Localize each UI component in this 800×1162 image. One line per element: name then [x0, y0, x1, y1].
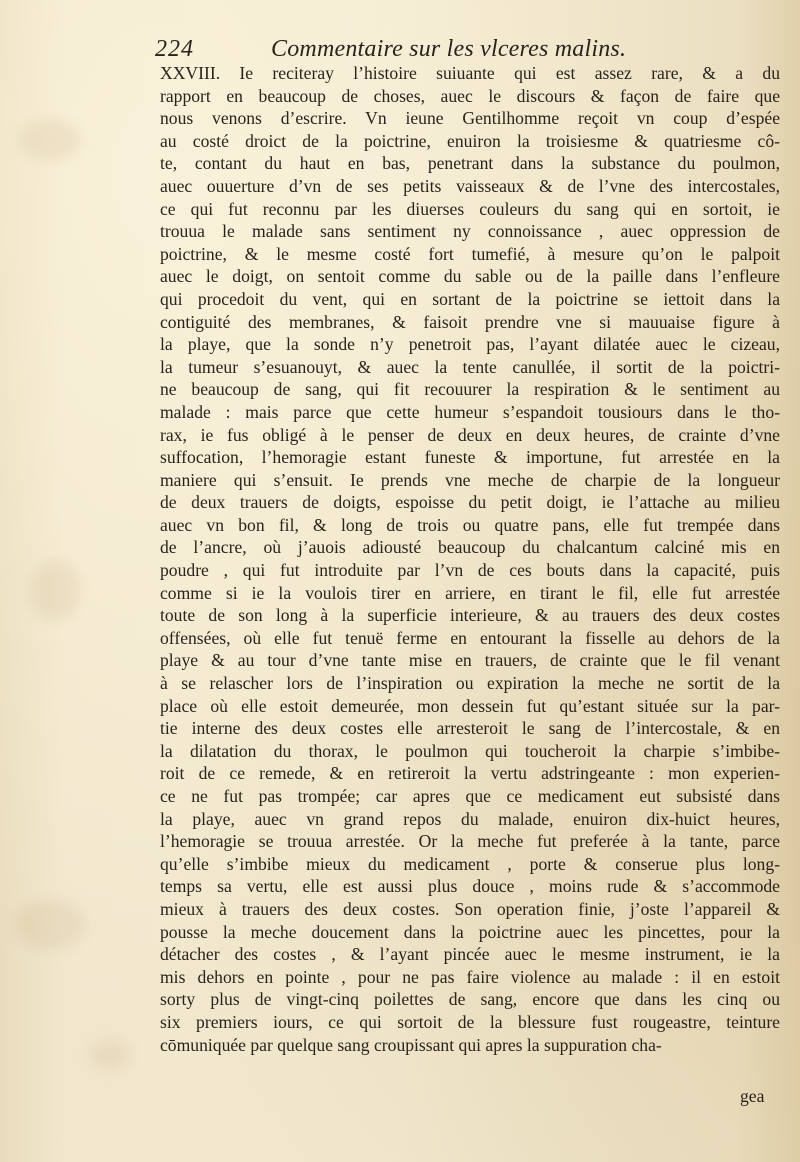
text-line: la playe, que la sonde n’y penetroit pas, l’ayant dilatée auec le cizeau,: [160, 334, 780, 355]
text-line: auec vn bon fil, & long de trois ou quatre pans, elle fut trempée dans: [160, 514, 780, 535]
paper-stain: [15, 900, 85, 950]
text-line: au costé droict de la poictrine, enuiron la troisiesme & quatriesme cô-: [160, 130, 780, 151]
text-line: comme si ie la voulois tirer en arriere, en tirant le fil, elle fut arrestée: [160, 582, 780, 603]
text-line: rax, ie fus obligé à le penser de deux en deux heures, de crainte d’vne: [160, 424, 780, 445]
paper-stain: [20, 120, 80, 160]
text-line: playe & au tour d’vne tante mise en trauers, de crainte que le fil venant: [160, 650, 780, 671]
text-line: auec le doigt, on sentoit comme du sable ou de la paille dans l’enfleure: [160, 266, 780, 287]
text-line: sorty plus de vingt-cinq poilettes de sang, encore que dans les cinq ou: [160, 989, 780, 1010]
text-line: suffocation, l’hemoragie estant funeste & importune, fut arrestée en la: [160, 447, 780, 468]
text-line: temps sa vertu, elle est aussi plus douce , moins rude & s’accommode: [160, 876, 780, 897]
text-line: malade : mais parce que cette humeur s’espandoit tousiours dans le tho-: [160, 401, 780, 422]
text-line: XXVIII. Ie reciteray l’histoire suiuante qui est assez rare, & a du: [160, 63, 780, 83]
text-line: roit de ce remede, & en retireroit la vertu adstringeante : mon experien-: [160, 763, 780, 784]
text-line: maniere qui s’ensuit. Ie prends vne meche de charpie de la longueur: [160, 469, 780, 490]
text-line: la playe, auec vn grand repos du malade, enuiron dix-huict heures,: [160, 808, 780, 829]
text-line: ne beaucoup de sang, qui fit recouurer la respiration & le sentiment au: [160, 379, 780, 400]
running-head: Commentaire sur les vlceres malins.: [271, 36, 627, 62]
text-line: la tumeur s’esuanouyt, & auec la tente canullée, il sortit de la poictri-: [160, 356, 780, 377]
text-line: de deux trauers de doigts, espoisse du petit doigt, ie l’attache au milieu: [160, 492, 780, 513]
text-line: poudre , qui fut introduite par l’vn de ces bouts dans la capacité, puis: [160, 560, 780, 581]
text-line: te, contant du haut en bas, penetrant dans la substance du poulmon,: [160, 153, 780, 174]
text-line: six premiers iours, ce qui sortoit de la blessure fust rougeastre, teinture: [160, 1011, 780, 1032]
text-line: mieux à trauers des deux costes. Son operation finie, j’oste l’appareil &: [160, 898, 780, 919]
text-line: contiguité des membranes, & faisoit prendre vne si mauuaise figure à: [160, 311, 780, 332]
text-line: qui procedoit du vent, qui en sortant de la poictrine se iettoit dans la: [160, 288, 780, 309]
text-line: l’hemoragie se trouua arrestée. Or la meche fut preferée à la tante, parce: [160, 831, 780, 852]
text-line: détacher des costes , & l’ayant pincée auec le mesme instrument, ie la: [160, 944, 780, 965]
text-line: offensées, où elle fut tenuë ferme en entourant la fisselle au dehors de la: [160, 627, 780, 648]
text-line: pousse la meche doucement dans la poictrine auec les pincettes, pour la: [160, 921, 780, 942]
paper-stain: [30, 560, 80, 620]
text-line: poictrine, & le mesme costé fort tumefié, à mesure qu’on le palpoit: [160, 243, 780, 264]
text-line: toute de son long à la superficie interieure, & au trauers des deux costes: [160, 605, 780, 626]
text-line: trouua le malade sans sentiment ny connoissance , auec oppression de: [160, 221, 780, 242]
text-line: rapport en beaucoup de choses, auec le discours & façon de faire que: [160, 85, 780, 106]
catchword: gea: [740, 1086, 765, 1106]
paper-stain: [90, 1040, 130, 1070]
text-line: qu’elle s’imbibe mieux du medicament , porte & conserue plus long-: [160, 853, 780, 874]
text-line: ce qui fut reconnu par les diuerses couleurs du sang qui en sortoit, ie: [160, 198, 780, 219]
text-line: ce ne fut pas trompée; car apres que ce medicament eut subsisté dans: [160, 786, 780, 806]
text-line: mis dehors en pointe , pour ne pas faire violence au malade : il en estoit: [160, 966, 780, 987]
text-line: la dilatation du thorax, le poulmon qui toucheroit la charpie s’imbibe-: [160, 740, 780, 761]
text-line: de l’ancre, où j’auois adiousté beaucoup du chalcantum calciné mis en: [160, 537, 780, 558]
text-line: cōmuniquée par quelque sang croupissant qui apres la suppuration cha-: [160, 1034, 662, 1055]
text-line: tie interne des deux costes elle arresteroit le sang de l’intercostale, & en: [160, 718, 780, 739]
page-number: 224: [155, 36, 194, 62]
body-text: [160, 62, 780, 1056]
text-line: auec ouuerture d’vn de ses petits vaisseaux & de l’vne des intercostales,: [160, 175, 780, 196]
text-line: place où elle estoit demeurée, mon dessein fut qu’estant située sur la par-: [160, 695, 780, 716]
text-line: à se relascher lors de l’inspiration ou expiration la meche ne sortit de la: [160, 673, 780, 694]
text-line: nous venons d’escrire. Vn ieune Gentilhomme reçoit vn coup d’espée: [160, 108, 780, 129]
